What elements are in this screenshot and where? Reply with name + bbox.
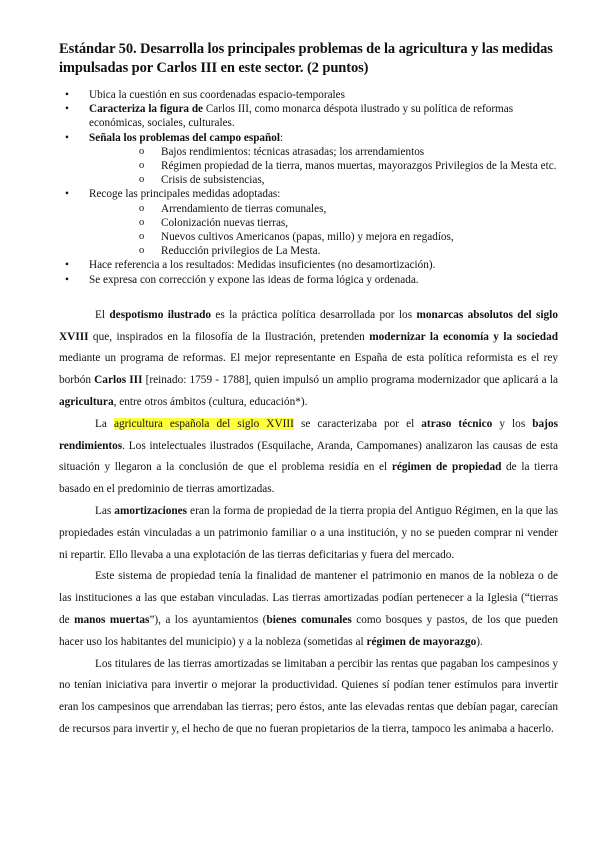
sub-item: o Crisis de subsistencias,: [89, 173, 558, 187]
page-title: Estándar 50. Desarrolla los principales problemas de la agricultura y las medidas impulsadas por Carlos III en este sector. (2 puntos): [59, 41, 553, 76]
criterion-4-sublist: [89, 202, 558, 259]
sub-item: o Bajos rendimientos: técnicas atrasadas; los arrendamientos: [89, 145, 558, 159]
criterion-5: • Hace referencia a los resultados: Medidas insuficientes (no desamortización).: [59, 258, 558, 272]
paragraph-5: Los titulares de las tierras amortizadas se limitaban a percibir las rentas que pagaban los campesinos y no tenían iniciativa para invertir o mejorar la productividad. Quienes sí podían tener estímulos para invertir eran los campesinos que arrendaban las tierras; pero éstos, ante las elevadas rentas que debían pagar, carecían de recursos para invertir y, el hecho de que no fueran propietarios de la tierra, tampoco les animaba a hacerlo.: [59, 657, 558, 735]
criteria-list: [59, 88, 558, 287]
essay-body: [59, 305, 558, 741]
criterion-3: • Señala los problemas del campo español: o Bajos rendimientos: técnicas atrasadas; los arrendamientos o Régimen propiedad de la tierra, manos muertas, mayorazgos Privilegios de la Mesta etc. o Crisis de subsistencias,: [59, 131, 558, 188]
paragraph-3: Las amortizaciones eran la forma de propiedad de la tierra propia del Antiguo Régimen, en la que las propiedades están vinculadas a un patrimonio familiar o a una institución, y no se pueden comprar ni vender ni repartir. Ello llevaba a una explotación de las tierras deficitarias y fuera del mercado.: [59, 505, 558, 561]
sub-item: o Colonización nuevas tierras,: [89, 216, 558, 230]
criterion-6: • Se expresa con corrección y expone las ideas de forma lógica y ordenada.: [59, 273, 558, 287]
highlighted-text: agricultura española del siglo XVIII: [113, 417, 294, 430]
criterion-1: • Ubica la cuestión en sus coordenadas espacio-temporales: [59, 88, 558, 102]
sub-item: o Arrendamiento de tierras comunales,: [89, 202, 558, 216]
paragraph-4: Este sistema de propiedad tenía la finalidad de mantener el patrimonio en manos de la nobleza o de las instituciones a las que estaban vinculadas. Las tierras amortizadas podían pertenecer a la Iglesia (“tierras de manos muertas”), a los ayuntamientos (bienes comunales como bosques y pastos, de los que pueden hacer uso los habitantes del municipio) y a la nobleza (sometidas al régimen de mayorazgo).: [59, 570, 558, 648]
sub-item: o Nuevos cultivos Americanos (papas, millo) y mejora en regadíos,: [89, 230, 558, 244]
criterion-3-sublist: [89, 145, 558, 188]
criterion-4: • Recoge las principales medidas adoptadas: o Arrendamiento de tierras comunales, o Colonización nuevas tierras, o Nuevos cultivos Americanos (papas, millo) y mejora en regadíos, o Reducción privilegios de La Mesta.: [59, 187, 558, 258]
sub-item: o Reducción privilegios de La Mesta.: [89, 244, 558, 258]
criterion-2: • Caracteriza la figura de Carlos III, como monarca déspota ilustrado y su política de reformas económicas, sociales, culturales.: [59, 102, 558, 130]
paragraph-2: La agricultura española del siglo XVIII se caracterizaba por el atraso técnico y los bajos rendimientos. Los intelectuales ilustrados (Esquilache, Aranda, Campomanes) analizaron las causas de esta situación y llegaron a la conclusión de que el problema residía en el régimen de propiedad de la tierra basado en el predominio de tierras amortizadas.: [59, 417, 558, 496]
sub-item: o Régimen propiedad de la tierra, manos muertas, mayorazgos Privilegios de la Mesta etc.: [89, 159, 558, 173]
paragraph-1: El despotismo ilustrado es la práctica política desarrollada por los monarcas absolutos del siglo XVIII que, inspirados en la filosofía de la Ilustración, pretenden modernizar la economía y la sociedad mediante un programa de reformas. El mejor representante en España de esta política reformista es el rey borbón Carlos III [reinado: 1759 - 1788], quien impulsó un amplio programa modernizador que aplicará a la agricultura, entre otros ámbitos (cultura, educación*).: [59, 308, 558, 409]
